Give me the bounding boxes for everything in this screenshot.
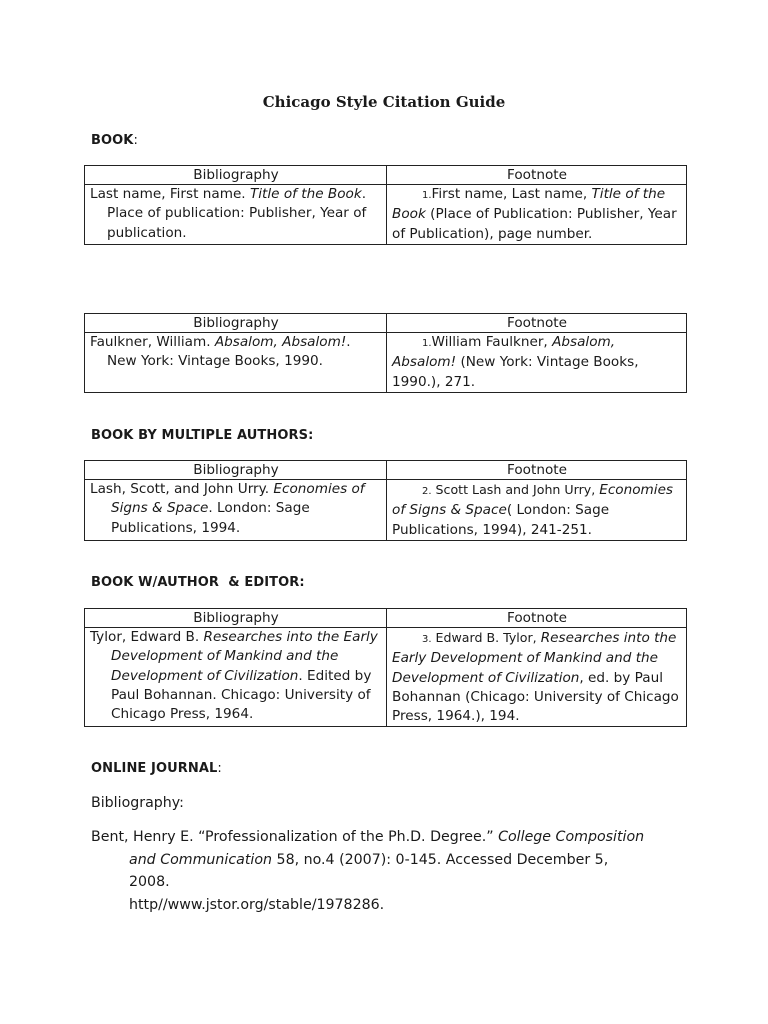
footnote-cell: 2. Scott Lash and John Urry, Economies of Signs & Space( London: Sage Publications, 1994), 241-251. <box>387 480 687 541</box>
heading-colon: : <box>133 133 138 148</box>
entry-url: http//www.jstor.org/stable/1978286. <box>129 896 385 913</box>
footnote-header: Footnote <box>387 314 687 333</box>
section-heading-book <box>91 133 138 148</box>
section-heading-author-editor: BOOK W/AUTHOR & EDITOR: <box>91 575 305 590</box>
table-row <box>85 185 687 245</box>
table-row <box>85 480 687 541</box>
page-title: Chicago Style Citation Guide <box>262 93 506 111</box>
footnote-cell: 1.First name, Last name, Title of the Book (Place of Publication: Publisher, Year of Publication), page number. <box>387 185 687 245</box>
footnote-number: 2. <box>422 486 432 497</box>
bibliography-header: Bibliography <box>85 166 387 185</box>
citation-table-multiple-authors <box>84 460 687 541</box>
bibliography-label: Bibliography: <box>91 795 184 811</box>
citation-table-book-template <box>84 165 687 245</box>
table-row <box>85 628 687 727</box>
bibliography-header: Bibliography <box>85 609 387 628</box>
bibliography-cell: Last name, First name. Title of the Book. Place of publication: Publisher, Year of publication. <box>85 185 387 245</box>
footnote-number: 1. <box>422 190 432 201</box>
entry-line-2: and Communication 58, no.4 (2007): 0-145. Accessed December 5, 2008. <box>129 851 609 891</box>
footnote-number: 1. <box>422 338 432 349</box>
entry-line-1: Bent, Henry E. “Professionalization of the Ph.D. Degree.” College Composition <box>91 829 645 845</box>
online-journal-entry <box>91 826 651 916</box>
table-header-row <box>85 461 687 480</box>
citation-table-book-example <box>84 313 687 393</box>
bibliography-header: Bibliography <box>85 314 387 333</box>
section-heading-online-journal <box>91 761 222 776</box>
table-header-row <box>85 609 687 628</box>
table-header-row <box>85 314 687 333</box>
table-header-row <box>85 166 687 185</box>
heading-colon: : <box>217 761 222 776</box>
footnote-header: Footnote <box>387 166 687 185</box>
table-row <box>85 333 687 393</box>
bibliography-cell: Faulkner, William. Absalom, Absalom!. New York: Vintage Books, 1990. <box>85 333 387 393</box>
footnote-cell: 1.William Faulkner, Absalom, Absalom! (New York: Vintage Books, 1990.), 271. <box>387 333 687 393</box>
heading-text: BOOK <box>91 133 134 148</box>
footnote-header: Footnote <box>387 609 687 628</box>
citation-table-author-editor <box>84 608 687 727</box>
footnote-cell: 3. Edward B. Tylor, Researches into the Early Development of Mankind and the Development of Civilization, ed. by Paul Bohannan (Chicago: University of Chicago Press, 1964.), 194. <box>387 628 687 727</box>
heading-text: ONLINE JOURNAL <box>91 761 218 776</box>
bibliography-header: Bibliography <box>85 461 387 480</box>
bibliography-cell: Tylor, Edward B. Researches into the Early Development of Mankind and the Development of Civilization. Edited by Paul Bohannan. Chicago: University of Chicago Press, 1964. <box>85 628 387 727</box>
bibliography-cell: Lash, Scott, and John Urry. Economies of Signs & Space. London: Sage Publications, 1994. <box>85 480 387 541</box>
footnote-number: 3. <box>422 634 432 645</box>
footnote-header: Footnote <box>387 461 687 480</box>
section-heading-multiple-authors: BOOK BY MULTIPLE AUTHORS: <box>91 428 314 443</box>
